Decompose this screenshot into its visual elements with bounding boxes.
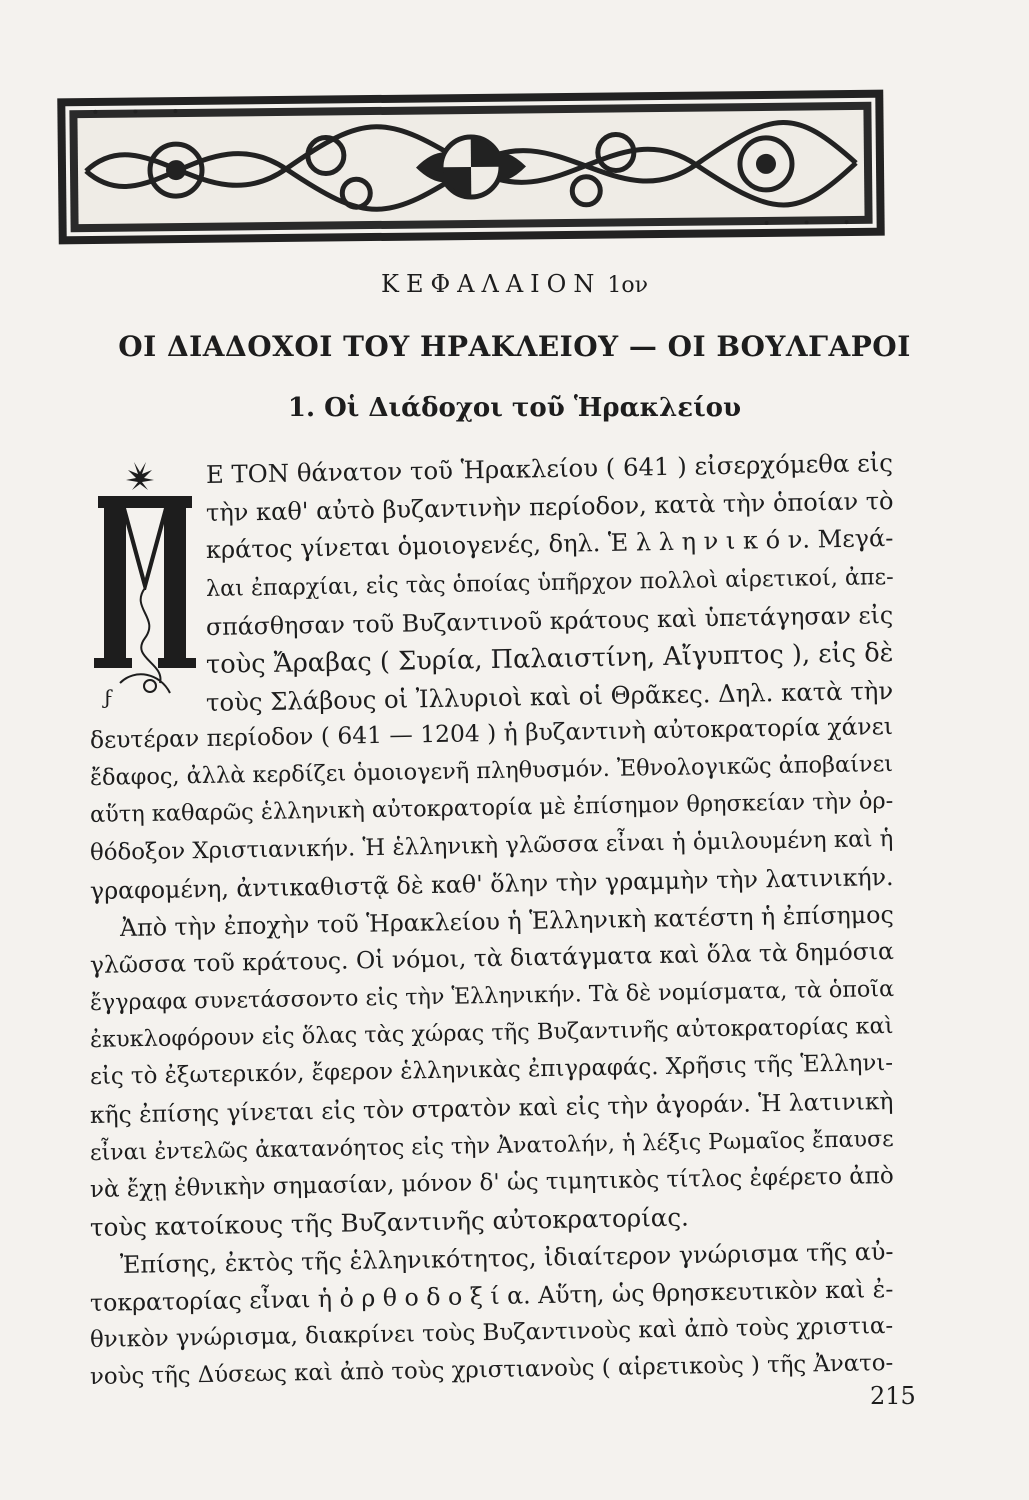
chapter-number: 1ον xyxy=(607,273,648,298)
chapter-title: ΟΙ ΔΙΑΔΟΧΟΙ ΤΟΥ ΗΡΑΚΛΕΙΟΥ — ΟΙ ΒΟΥΛΓΑΡΟΙ xyxy=(118,330,911,363)
text-line: ἔγγραφα συνετάσσοντο εἰς τὴν Ἑλληνικήν. Τὰ δὲ νομίσματα, τὰ ὁποῖα xyxy=(89,975,895,1016)
text-line: Ἐπίσης, ἐκτὸς τῆς ἑλληνικότητος, ἰδιαίτερον γνώρισμα τῆς αὐ- xyxy=(119,1237,894,1279)
chapter-label xyxy=(0,270,1029,298)
chapter-label-text: ΚΕΦΑΛΑΙΟΝ xyxy=(381,270,602,298)
text-line: θόδοξον Χριστιανικήν. Ἡ ἑλληνικὴ γλῶσσα εἶναι ἡ ὁμιλουμένη καὶ ἡ xyxy=(89,825,894,866)
drop-cap-flourish: ϝ xyxy=(104,685,114,708)
text-line: εἶναι ἐντελῶς ἀκατανόητος εἰς τὴν Ἀνατολήν, ἡ λέξις Ρωμαῖος ἔπαυσε xyxy=(89,1125,894,1166)
text-line: λαι ἐπαρχίαι, εἰς τὰς ὁποίας ὑπῆρχον πολλοὶ αἱρετικοί, ἀπε- xyxy=(205,563,894,602)
text-line: ἔδαφος, ἀλλὰ κερδίζει ὁμοιογενῆ πληθυσμόν. Ἐθνολογικῶς ἀποβαίνει xyxy=(89,750,894,791)
drop-cap-icon xyxy=(90,458,200,708)
text-line: θνικὸν γνώρισμα, διακρίνει τοὺς Βυζαντινοὺς καὶ ἀπὸ τοὺς χριστια- xyxy=(89,1312,894,1353)
text-line: σπάσθησαν τοῦ Βυζαντινοῦ κράτους καὶ ὑπετάγησαν εἰς xyxy=(205,601,894,641)
text-line: τοὺς Ἄραβας ( Συρία, Παλαιστίνη, Αἴγυπτος ), εἰς δὲ xyxy=(205,638,894,680)
ornament-band-icon xyxy=(55,88,887,247)
page-number: 215 xyxy=(870,1382,916,1410)
text-line: ἐκυκλοφόρουν εἰς ὅλας τὰς χώρας τῆς Βυζαντινῆς αὐτοκρατορίας καὶ xyxy=(89,1012,894,1053)
text-line: αὕτη καθαρῶς ἑλληνικὴ αὐτοκρατορία μὲ ἐπίσημον θρησκείαν τὴν ὀρ- xyxy=(89,787,894,828)
text-line: νὰ ἔχῃ ἐθνικὴν σημασίαν, μόνον δ' ὡς τιμητικὸς τίτλος ἐφέρετο ἀπὸ xyxy=(89,1162,894,1203)
text-line: Ἀπὸ τὴν ἐποχὴν τοῦ Ἡρακλείου ἡ Ἑλληνικὴ κατέστη ἡ ἐπίσημος xyxy=(119,900,894,942)
text-line: νοὺς τῆς Δύσεως καὶ ἀπὸ τοὺς χριστιανοὺς ( αἱρετικοὺς ) τῆς Ἀνατο- xyxy=(89,1349,894,1390)
text-line: εἰς τὸ ἐξωτερικόν, ἔφερον ἑλληνικὰς ἐπιγραφάς. Χρῆσις τῆς Ἑλληνι- xyxy=(89,1049,894,1090)
text-line: τοὺς κατοίκους τῆς Βυζαντινῆς αὐτοκρατορίας. xyxy=(89,1202,690,1242)
section-title: 1. Οἱ Διάδοχοι τοῦ Ἡρακλείου xyxy=(287,393,742,423)
text-line: τοὺς Σλάβους οἱ Ἰλλυριοὶ καὶ οἱ Θρᾶκες. Δηλ. κατὰ τὴν xyxy=(205,676,894,717)
text-line: δευτέραν περίοδον ( 641 — 1204 ) ἡ βυζαντινὴ αὐτοκρατορία χάνει xyxy=(89,711,894,754)
text-line: γλῶσσα τοῦ κράτους. Οἱ νόμοι, τὰ διατάγματα καὶ ὅλα τὰ δημόσια xyxy=(89,936,895,979)
text-line: Ε ΤΟΝ θάνατον τοῦ Ἡρακλείου ( 641 ) εἰσερχόμεθα εἰς xyxy=(205,448,894,489)
text-line: γραφομένη, ἀντικαθιστᾷ δὲ καθ' ὅλην τὴν γραμμὴν τὴν λατινικήν. xyxy=(89,862,894,905)
text-line: τοκρατορίας εἶναι ἡ ὀ ρ θ ο δ ο ξ ί α. Αὕτη, ὡς θρησκευτικὸν καὶ ἐ- xyxy=(89,1274,894,1317)
text-line: κῆς ἐπίσης γίνεται εἰς τὸν στρατὸν καὶ εἰς τὴν ἀγοράν. Ἡ λατινικὴ xyxy=(89,1086,894,1129)
text-line: κράτος γίνεται ὁμοιογενές, δηλ. Ἑ λ λ η ν ι κ ό ν. Μεγά- xyxy=(205,524,894,564)
text-line: τὴν καθ' αὐτὸ βυζαντινὴν περίοδον, κατὰ τὴν ὁποίαν τὸ xyxy=(205,487,894,527)
